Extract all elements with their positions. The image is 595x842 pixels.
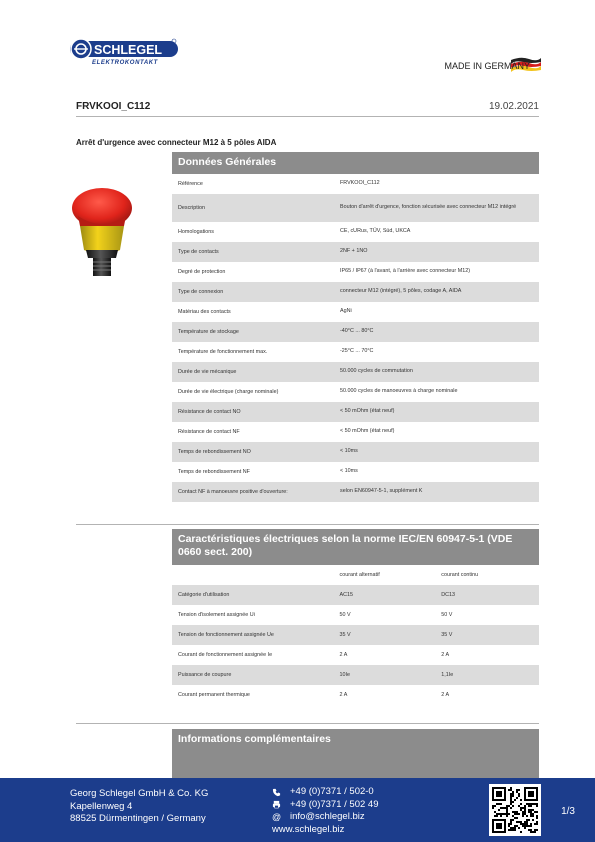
address-city: 88525 Dürmentingen / Germany	[70, 813, 206, 824]
logo-subtitle: ELEKTROKONTAKT	[92, 60, 158, 66]
schlegel-logo	[70, 38, 178, 72]
document-id: FRVKOOI_C112	[76, 101, 151, 112]
logo-text: SCHLEGEL	[94, 43, 163, 57]
table-row: Référence FRVKOOI_C112	[178, 180, 380, 187]
table-row: Description Bouton d'arrêt d'urgence, fonction sécurisée avec connecteur M12 intégré	[172, 194, 539, 222]
product-title: Arrêt d'urgence avec connecteur M12 à 5 pôles AIDA	[76, 138, 277, 147]
table-row: Type de contacts 2NF + 1NO	[172, 242, 539, 262]
table-row: Résistance de contact NO < 50 mOhm (état neuf)	[172, 402, 539, 422]
address-street: Kapellenweg 4	[70, 800, 133, 812]
page-footer	[0, 778, 595, 842]
table-header-row	[172, 565, 539, 585]
fax-number: +49 (0)7371 / 502 49	[290, 798, 379, 810]
table-row: Temps de rebondissement NO < 10ms	[172, 442, 539, 462]
column-header-ac: courant alternatif	[339, 572, 380, 578]
divider	[76, 524, 539, 525]
qr-code-icon	[489, 784, 541, 836]
table-row: Tension de fonctionnement assignée Ue 35 V 35 V	[172, 625, 539, 645]
at-icon: @	[272, 812, 282, 822]
contact-block	[272, 786, 378, 836]
section-additional-heading: Informations complémentaires	[172, 729, 539, 778]
made-in-germany: MADE IN GERMANY	[444, 61, 530, 71]
table-row: Température de stockage -40°C ... 80°C	[172, 322, 539, 342]
company-name: Georg Schlegel GmbH & Co. KG	[70, 788, 209, 799]
table-row: Catégorie d'utilisation AC15 DC13	[172, 585, 539, 605]
table-row: Homologations CE, cURus, TÜV, Süd, UKCA	[178, 228, 411, 235]
electrical-data-table	[172, 565, 539, 705]
phone-icon	[272, 788, 290, 797]
table-row: Puissance de coupure 10Ie 1,1Ie	[172, 665, 539, 685]
table-row: Courant de fonctionnement assignée Ie 2 A 2 A	[178, 652, 450, 658]
table-row: Durée de vie mécanique 50.000 cycles de commutation	[172, 362, 539, 382]
table-row: Durée de vie électrique (charge nominale) 50.000 cycles de manoeuvres à charge nominale	[178, 388, 458, 395]
table-row: Tension d'isolement assignée Ui 50 V 50 V	[178, 612, 453, 618]
table-row: Type de connexion connecteur M12 (intégré), 5 pôles, codage A, AIDA	[172, 282, 539, 302]
table-row: Courant permanent thermique 2 A 2 A	[178, 692, 450, 698]
table-row: Degré de protection IP65 / IP67 (à l'avant, à l'arrière avec connecteur M12)	[178, 268, 471, 275]
section-electrical-heading: Caractéristiques électriques selon la norme IEC/EN 60947-5-1 (VDE 0660 sect. 200)	[172, 529, 539, 565]
document-date: 19.02.2021	[488, 101, 539, 112]
fax-icon	[272, 800, 290, 809]
general-data-table	[172, 174, 539, 502]
phone-number: +49 (0)7371 / 502-0	[290, 786, 374, 797]
table-row: Température de fonctionnement max. -25°C ... 70°C	[178, 348, 374, 355]
company-address	[70, 788, 208, 826]
email-link[interactable]: info@schlegel.biz	[290, 811, 365, 822]
page-number: 1/3	[561, 806, 575, 817]
website-link[interactable]: www.schlegel.biz	[272, 823, 345, 835]
table-row: Matériau des contacts AgNi	[178, 308, 352, 315]
divider	[76, 723, 539, 724]
emergency-stop-button-image	[66, 180, 138, 280]
table-row: Résistance de contact NF < 50 mOhm (état neuf)	[178, 428, 395, 435]
section-general-heading: Données Générales	[172, 152, 539, 174]
table-row: Contact NF à manoeuvre positive d'ouverture: selon EN60947-5-1, supplément K	[172, 482, 539, 502]
divider	[76, 116, 539, 117]
column-header-dc: courant continu	[441, 572, 479, 578]
table-row: Temps de rebondissement NF < 10ms	[178, 468, 358, 475]
logo-mark-icon	[70, 38, 178, 60]
